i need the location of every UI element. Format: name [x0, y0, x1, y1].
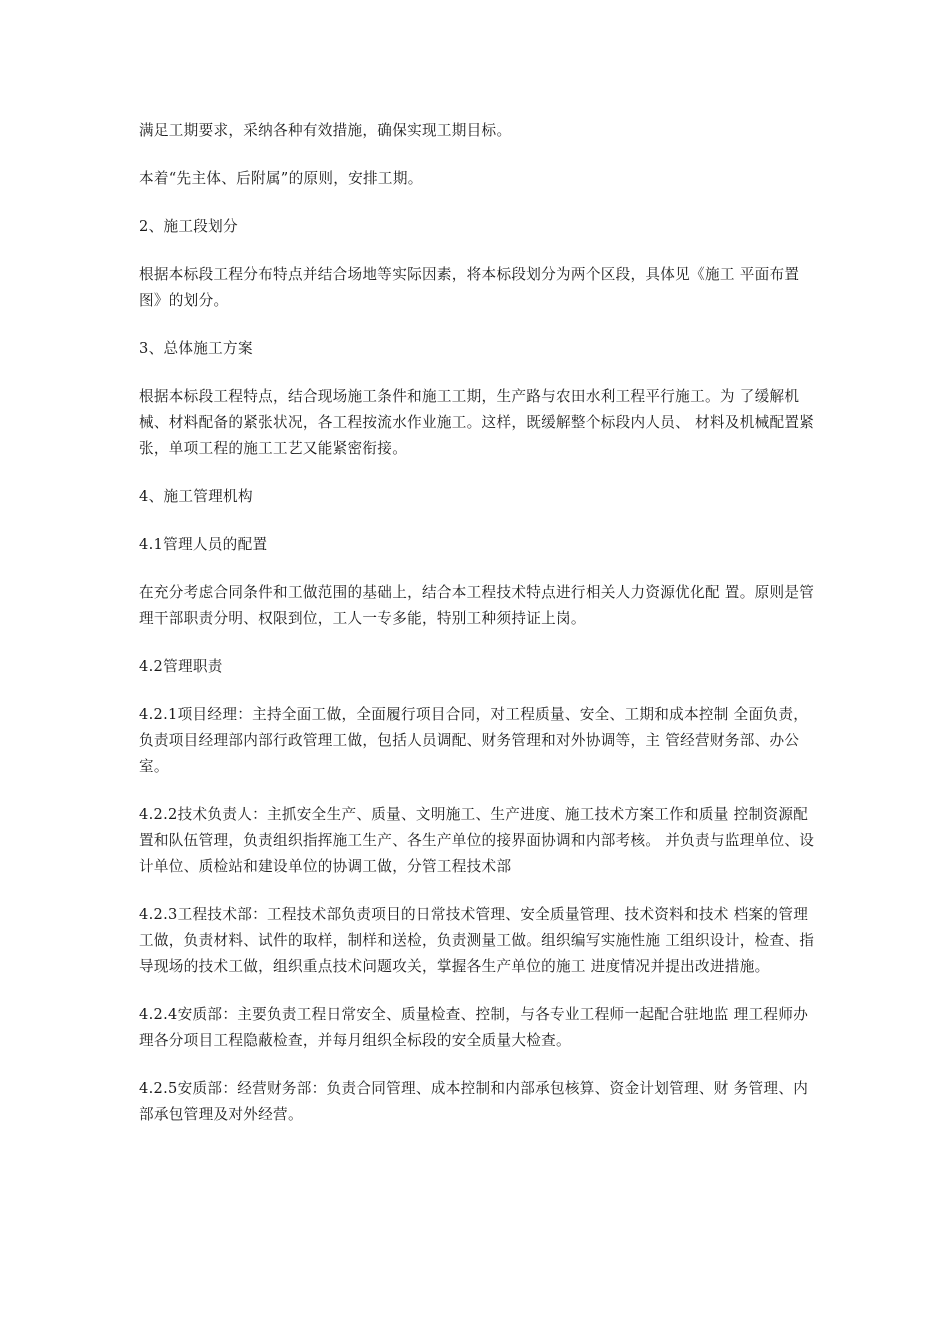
heading-section-division: 2、施工段划分 — [139, 218, 238, 235]
paragraph-safety-quality-department: 4.2.4安质部：主要负责工程日常安全、质量检查、控制，与各专业工程师一起配合驻地监 理工程师办理各分项目工程隐蔽检查，并每月组织全标段的安全质量大检查。 — [139, 1006, 809, 1049]
paragraph-finance-department: 4.2.5安质部：经营财务部：负责合同管理、成本控制和内部承包核算、资金计划管理、财 务管理、内部承包管理及对外经营。 — [139, 1080, 809, 1123]
paragraph-engineering-department: 4.2.3工程技术部：工程技术部负责项目的日常技术管理、安全质量管理、技术资料和技术 档案的管理工做，负责材料、试件的取样，制样和送检，负责测量工做。组织编写实施性施 工组织设计，检查、指导现场的技术工做，组织重点技术问题攻关，掌握各生产单位的施工 进度情况并提出改进措施。 — [139, 906, 815, 975]
heading-overall-plan: 3、总体施工方案 — [139, 340, 253, 357]
paragraph-section-division: 根据本标段工程分布特点并结合场地等实际因素，将本标段划分为两个区段，具体见《施工 平面布置图》的划分。 — [139, 266, 800, 309]
heading-staff-configuration: 4.1管理人员的配置 — [139, 536, 268, 553]
document-page — [139, 118, 821, 1150]
paragraph-overall-plan: 根据本标段工程特点，结合现场施工条件和施工工期，生产路与农田水利工程平行施工。为 了缓解机械、材料配备的紧张状况，各工程按流水作业施工。这样，既缓解整个标段内人员、 材料及机械配置紧张，单项工程的施工工艺又能紧密衔接。 — [139, 388, 815, 457]
paragraph-staff-configuration: 在充分考虑合同条件和工做范围的基础上，结合本工程技术特点进行相关人力资源优化配 置。原则是管理干部职责分明、权限到位，工人一专多能，特别工种须持证上岗。 — [139, 584, 815, 627]
paragraph-technical-lead: 4.2.2技术负责人：主抓安全生产、质量、文明施工、生产进度、施工技术方案工作和质量 控制资源配置和队伍管理，负责组织指挥施工生产、各生产单位的接界面协调和内部考核。 并负责与监理单位、设计单位、质检站和建设单位的协调工做，分管工程技术部 — [139, 806, 815, 875]
heading-management-organization: 4、施工管理机构 — [139, 488, 253, 505]
paragraph-schedule-principle: 本着“先主体、后附属”的原则，安排工期。 — [139, 170, 423, 187]
heading-management-duties: 4.2管理职责 — [139, 658, 223, 675]
paragraph-project-manager: 4.2.1项目经理：主持全面工做，全面履行项目合同，对工程质量、安全、工期和成本控制 全面负责，负责项目经理部内部行政管理工做，包括人员调配、财务管理和对外协调等，主 管经营财务部、办公室。 — [139, 706, 809, 775]
paragraph-schedule-goal: 满足工期要求，采纳各种有效措施，确保实现工期目标。 — [139, 122, 512, 139]
